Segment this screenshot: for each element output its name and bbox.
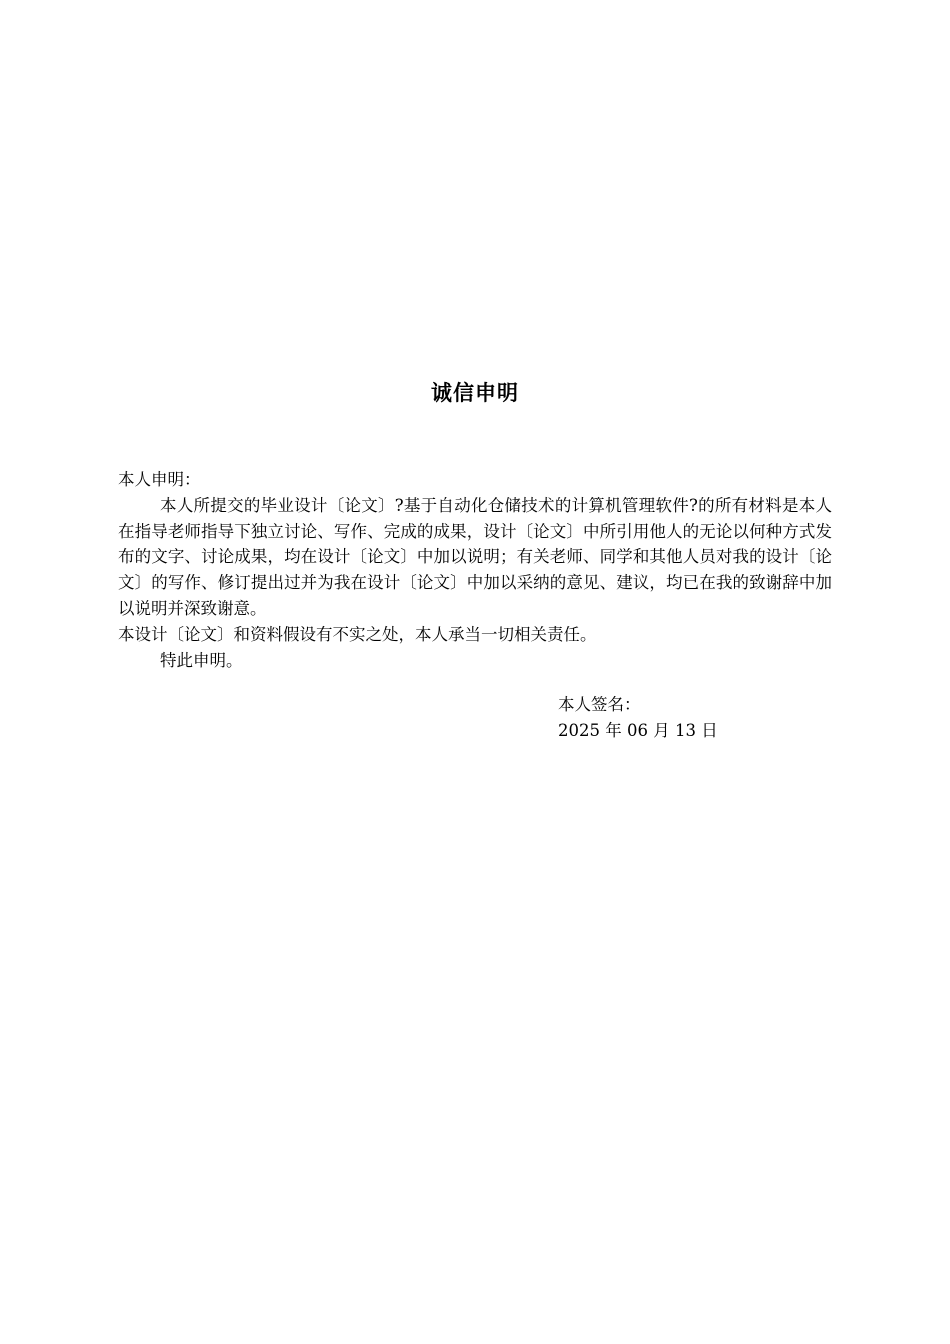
greeting-line: 本人申明：	[118, 470, 201, 489]
main-paragraph: 本人所提交的毕业设计〔论文〕?基于自动化仓储技术的计算机管理软件?的所有材料是本人在指导老师指导下独立讨论、写作、完成的成果，设计〔论文〕中所引用他人的无论以何种方式发布的文字、讨论成果，均在设计〔论文〕中加以说明；有关老师、同学和其他人员对我的设计〔论文〕的写作、修订提出过并为我在设计〔论文〕中加以采纳的意见、建议，均已在我的致谢辞中加以说明并深致谢意。	[118, 495, 832, 618]
responsibility-paragraph: 本设计〔论文〕和资料假设有不实之处，本人承当一切相关责任。	[118, 624, 597, 644]
signature-block	[558, 692, 718, 744]
page-title: 诚信申明	[431, 381, 519, 405]
signature-date: 2025 年 06 月 13 日	[558, 720, 718, 740]
closing-line: 特此申明。	[160, 650, 243, 670]
declaration-body	[118, 467, 832, 673]
signature-label: 本人签名：	[558, 695, 641, 714]
